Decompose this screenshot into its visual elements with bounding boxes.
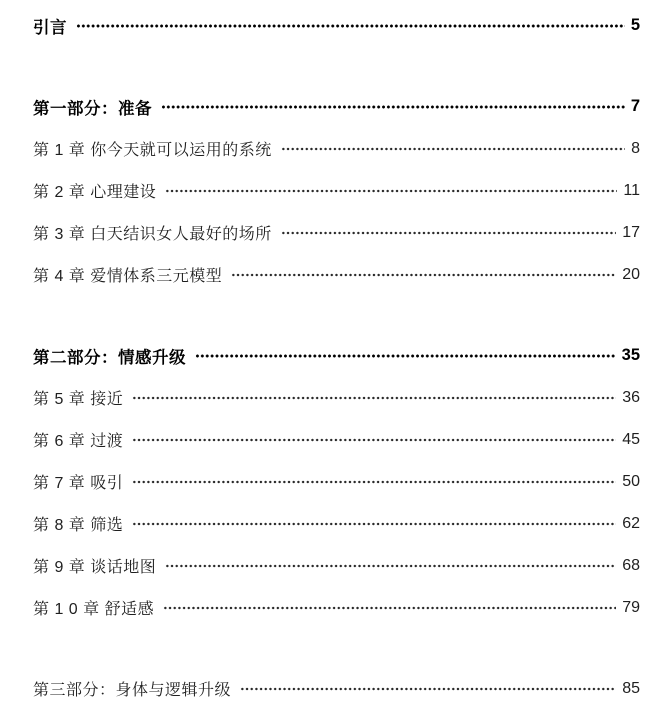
toc-entry bbox=[33, 597, 640, 618]
toc-entry-label: 第 9 章 谈话地图 bbox=[33, 559, 157, 576]
toc-entry bbox=[33, 513, 640, 534]
toc-entry-label: 第 8 章 筛选 bbox=[33, 517, 124, 534]
toc-entry-page: 68 bbox=[622, 556, 640, 574]
dot-leader-icon bbox=[163, 597, 616, 618]
dot-leader-icon bbox=[231, 264, 616, 285]
toc-entry bbox=[33, 429, 640, 450]
toc-entry-page: 7 bbox=[630, 97, 640, 115]
toc-entry-page: 85 bbox=[622, 679, 640, 697]
dot-leader-icon bbox=[161, 96, 625, 117]
dot-leader-icon bbox=[281, 222, 616, 243]
toc-entry-label: 第 1 0 章 舒适感 bbox=[33, 601, 155, 618]
toc-list bbox=[33, 15, 640, 699]
toc-entry bbox=[33, 264, 640, 285]
toc-entry-label: 第三部分：身体与逻辑升级 bbox=[33, 682, 232, 699]
dot-leader-icon bbox=[132, 387, 616, 408]
toc-entry-label: 第一部分：准备 bbox=[33, 99, 152, 118]
toc-entry-page: 45 bbox=[622, 430, 640, 448]
toc-entry-page: 5 bbox=[630, 16, 640, 34]
dot-leader-icon bbox=[195, 345, 616, 366]
toc-entry-page: 50 bbox=[622, 472, 640, 490]
toc-entry-page: 17 bbox=[622, 223, 640, 241]
toc-entry-label: 第 2 章 心理建设 bbox=[33, 184, 157, 201]
toc-entry-page: 36 bbox=[622, 388, 640, 406]
dot-leader-icon bbox=[240, 678, 616, 699]
toc-entry-label: 第 4 章 爱情体系三元模型 bbox=[33, 268, 223, 285]
toc-entry-page: 20 bbox=[622, 265, 640, 283]
toc-entry-label: 第 5 章 接近 bbox=[33, 391, 124, 408]
toc-entry-page: 8 bbox=[631, 139, 640, 157]
toc-entry bbox=[33, 15, 640, 36]
toc-entry bbox=[33, 222, 640, 243]
toc-entry-page: 79 bbox=[622, 598, 640, 616]
toc-entry bbox=[33, 387, 640, 408]
toc-entry-label: 第 3 章 白天结识女人最好的场所 bbox=[33, 226, 272, 243]
dot-leader-icon bbox=[165, 180, 617, 201]
dot-leader-icon bbox=[281, 138, 625, 159]
dot-leader-icon bbox=[76, 15, 625, 36]
toc-entry bbox=[33, 96, 640, 117]
toc-entry-page: 35 bbox=[621, 346, 640, 364]
dot-leader-icon bbox=[165, 555, 616, 576]
toc-entry-label: 第 1 章 你今天就可以运用的系统 bbox=[33, 142, 272, 159]
toc-entry bbox=[33, 138, 640, 159]
dot-leader-icon bbox=[132, 513, 616, 534]
toc-entry bbox=[33, 471, 640, 492]
dot-leader-icon bbox=[132, 429, 616, 450]
toc-entry bbox=[33, 678, 640, 699]
toc-entry-label: 第 6 章 过渡 bbox=[33, 433, 124, 450]
toc-entry-label: 引言 bbox=[33, 18, 67, 37]
toc-entry-page: 11 bbox=[623, 181, 640, 199]
toc-entry bbox=[33, 555, 640, 576]
toc-entry-label: 第二部分：情感升级 bbox=[33, 348, 186, 367]
toc-entry bbox=[33, 180, 640, 201]
toc-entry bbox=[33, 345, 640, 366]
toc-entry-page: 62 bbox=[622, 514, 640, 532]
toc-entry-label: 第 7 章 吸引 bbox=[33, 475, 124, 492]
dot-leader-icon bbox=[132, 471, 616, 492]
